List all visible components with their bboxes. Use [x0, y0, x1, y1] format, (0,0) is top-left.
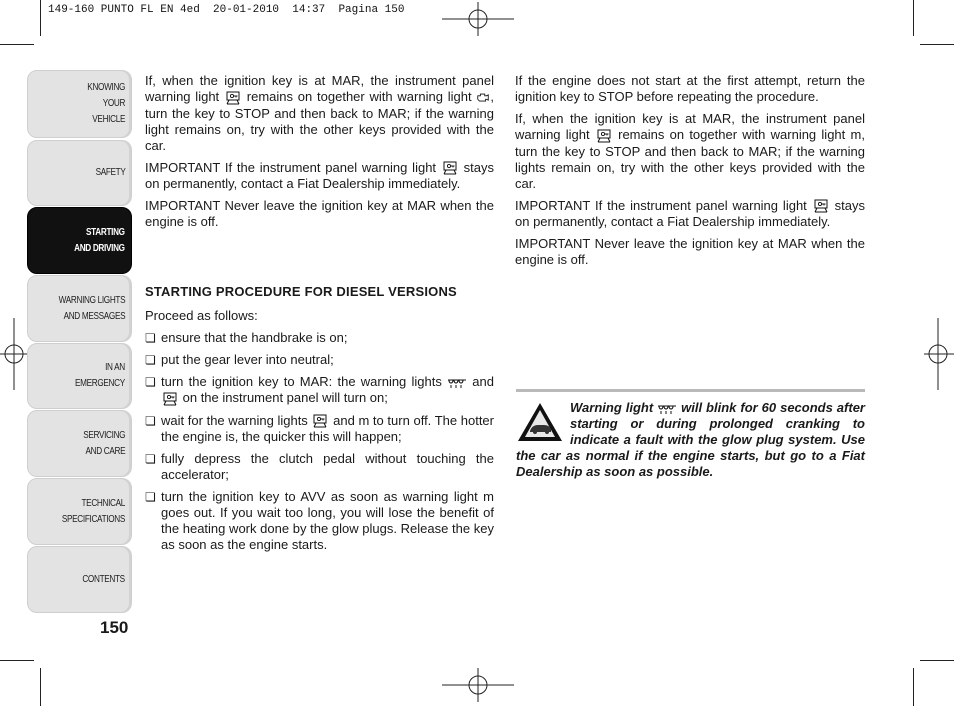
registration-mark-left: [0, 318, 30, 390]
list-item: [145, 374, 494, 407]
tab-label: SAFETY: [95, 167, 125, 178]
crop-mark: [0, 44, 34, 45]
paragraph: [145, 160, 494, 193]
car-key-warning-icon: [311, 413, 329, 429]
paragraph: [145, 73, 494, 154]
text: put the gear lever into neutral;: [161, 352, 334, 368]
text: ensure that the handbrake is on;: [161, 330, 348, 346]
tab-servicing-and-care[interactable]: [27, 410, 132, 477]
text: If, when the ignition key is at MAR, the instrument panel warning light: [515, 111, 865, 142]
right-column: [515, 73, 865, 274]
registration-mark-right: [924, 318, 954, 390]
crop-mark: [0, 660, 34, 661]
text: , turn the key to STOP and then back to MAR; if the warning light remains on, try with the other keys provided with the car.: [145, 89, 494, 153]
text: remains on together with warning light: [246, 89, 472, 104]
tab-knowing-your-vehicle[interactable]: [27, 70, 132, 138]
text: stays on permanently, contact a Fiat Dealership immediately.: [515, 197, 865, 230]
car-key-warning-icon: [595, 128, 613, 144]
text: remains on together with warning light m, turn the key to STOP and then back to MAR; if the warning lights remain on, try with the other keys provided with the car.: [515, 127, 865, 191]
section-heading: STARTING PROCEDURE FOR DIESEL VERSIONS: [145, 284, 457, 300]
crop-mark: [40, 0, 41, 36]
tab-warning-lights[interactable]: [27, 275, 132, 342]
glow-plug-icon: [447, 377, 467, 389]
warning-divider: [516, 389, 865, 392]
text: on the instrument panel will turn on;: [182, 390, 388, 406]
crop-mark: [40, 668, 41, 706]
text: stays on permanently, contact a Fiat Dealership immediately.: [145, 159, 494, 192]
left-column: [145, 73, 494, 559]
paragraph: If the engine does not start at the first attempt, return the ignition key to STOP before repeating the procedure.: [515, 73, 865, 104]
tab-technical-specifications[interactable]: [27, 478, 132, 545]
warning-text: [516, 400, 865, 480]
text: IMPORTANT If the instrument panel warning light: [145, 159, 437, 175]
warning-triangle-icon: [516, 400, 564, 444]
tab-label: TECHNICAL SPECIFICATIONS: [61, 497, 125, 525]
list-item: [145, 451, 494, 483]
text: and: [472, 374, 494, 390]
car-key-warning-icon: [812, 198, 830, 214]
text: turn the ignition key to AVV as soon as warning light m goes out. If you wait too long, you will lose the benefit of the heating work done by the glow plugs. Release the key as soon as the engine starts.: [161, 489, 494, 553]
car-key-warning-icon: [441, 160, 459, 176]
tab-label: IN AN EMERGENCY: [75, 362, 125, 389]
text: Warning light: [570, 400, 654, 415]
tab-contents[interactable]: [27, 546, 132, 613]
list-item: [145, 413, 494, 446]
paragraph: IMPORTANT Never leave the ignition key at MAR when the engine is off.: [145, 198, 494, 230]
list-item: [145, 352, 494, 368]
tab-in-an-emergency[interactable]: [27, 343, 132, 409]
crop-mark: [913, 0, 914, 36]
list-item: [145, 330, 494, 346]
crop-mark: [920, 660, 954, 661]
crop-mark: [920, 44, 954, 45]
tab-label: STARTING AND DRIVING: [74, 226, 125, 254]
car-key-warning-icon: [224, 90, 242, 106]
text: wait for the warning lights: [161, 412, 308, 428]
engine-icon: [476, 92, 490, 103]
car-key-warning-icon: [161, 391, 179, 407]
tab-label: KNOWING YOUR VEHICLE: [87, 82, 125, 125]
warning-box: [516, 389, 865, 480]
tab-label: WARNING LIGHTS AND MESSAGES: [58, 294, 125, 322]
paragraph: [515, 111, 865, 192]
paragraph: Proceed as follows:: [145, 308, 258, 324]
print-slug: 149-160 PUNTO FL EN 4ed 20-01-2010 14:37 Pagina 150: [48, 4, 405, 16]
registration-mark-bottom: [442, 668, 514, 702]
tab-label: CONTENTS: [82, 573, 125, 585]
tab-label: SERVICING AND CARE: [82, 429, 125, 457]
tab-starting-and-driving[interactable]: [27, 207, 132, 274]
text: will blink for 60 seconds after starting or during prolonged cranking to indicate a fault with the glow plug system. Use the car as normal if the engine starts, but go to a Fiat Dealership as soon as possible.: [516, 400, 865, 479]
list-item: [145, 489, 494, 553]
paragraph: [515, 198, 865, 231]
text: IMPORTANT If the instrument panel warning light: [515, 197, 807, 213]
registration-mark-top: [442, 2, 514, 36]
text: turn the ignition key to MAR: the warning lights: [161, 374, 442, 390]
page-number: 150: [100, 618, 129, 637]
crop-mark: [913, 668, 914, 706]
text: If, when the ignition key is at MAR, the instrument panel warning light: [145, 73, 494, 104]
paragraph: IMPORTANT Never leave the ignition key at MAR when the engine is off.: [515, 236, 865, 268]
text: and m to turn off. The hotter the engine is, the quicker this will happen;: [161, 412, 494, 445]
text: fully depress the clutch pedal without touching the accelerator;: [161, 451, 494, 483]
glow-plug-icon: [657, 403, 677, 415]
tab-safety[interactable]: [27, 140, 132, 206]
